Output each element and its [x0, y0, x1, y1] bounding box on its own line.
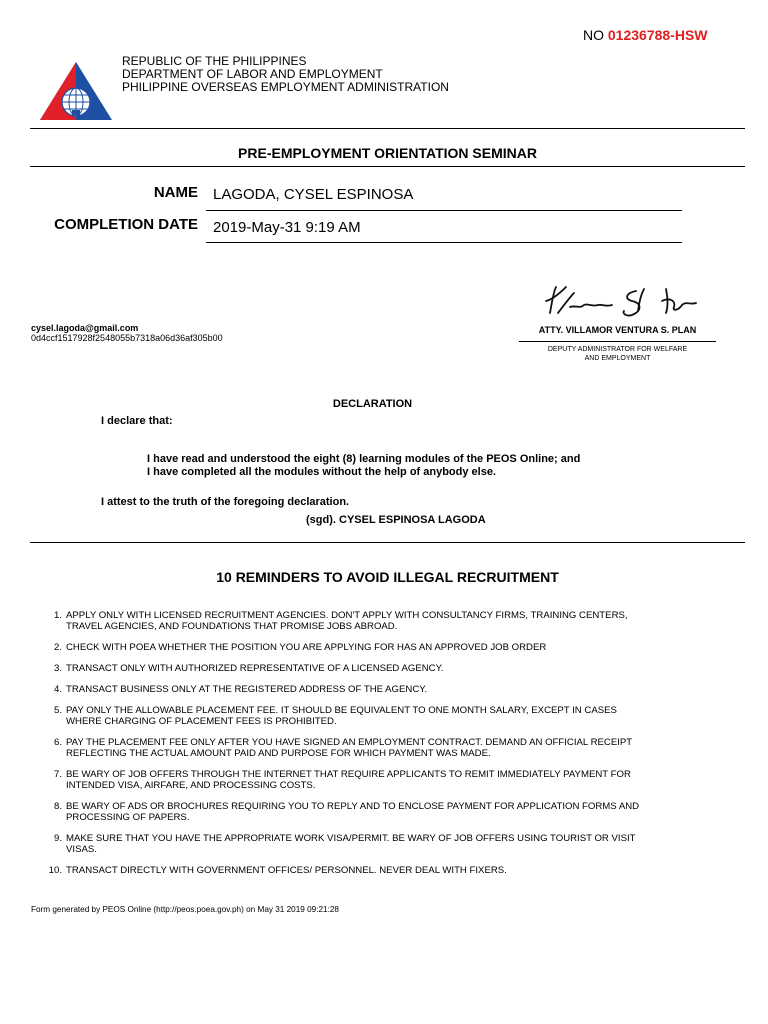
reminder-number: 7. — [53, 769, 62, 780]
reminder-number: 2. — [53, 642, 62, 653]
list-item — [40, 663, 730, 674]
seminar-title: PRE-EMPLOYMENT ORIENTATION SEMINAR — [238, 145, 537, 161]
declaration-line: I have read and understood the eight (8) learning modules of the PEOS Online; and — [147, 453, 581, 465]
reminder-line: PAY ONLY THE ALLOWABLE PLACEMENT FEE. IT SHOULD BE EQUIVALENT TO ONE MONTH SALARY, EXCEPT IN CASES — [66, 705, 617, 716]
name-underline — [206, 210, 682, 211]
reminder-text — [66, 801, 730, 823]
reminder-text — [66, 769, 730, 791]
signature-line — [519, 341, 716, 342]
name-label: NAME — [153, 184, 198, 201]
list-item — [40, 684, 730, 695]
account-hash: 0d4ccf1517928f2548055b7318a06d36af305b00 — [31, 333, 223, 343]
reminder-line: PROCESSING OF PAPERS. — [66, 812, 190, 823]
reminder-text — [66, 833, 730, 855]
divider — [30, 542, 745, 543]
declaration-intro: I declare that: — [101, 415, 173, 427]
certificate-number-value: 01236788-HSW — [607, 27, 708, 43]
reminder-line: WHERE CHARGING OF PLACEMENT FEES IS PROHIBITED. — [66, 716, 337, 727]
declaration-line: I have completed all the modules without the help of anybody else. — [147, 466, 497, 478]
reminder-line: PAY THE PLACEMENT FEE ONLY AFTER YOU HAVE SIGNED AN EMPLOYMENT CONTRACT. DEMAND AN OFFICIAL RECEIPT — [66, 737, 633, 748]
reminder-line: MAKE SURE THAT YOU HAVE THE APPROPRIATE WORK VISA/PERMIT. BE WARY OF JOB OFFERS USING TOURIST OR VISIT — [66, 833, 636, 844]
name-value: LAGODA, CYSEL ESPINOSA — [213, 186, 414, 203]
account-email: cysel.lagoda@gmail.com — [31, 323, 139, 333]
reminder-line: INTENDED VISA, AIRFARE, AND PROCESSING COSTS. — [66, 780, 316, 791]
signature-icon — [540, 283, 708, 321]
reminder-number: 4. — [53, 684, 62, 695]
declaration-attest: I attest to the truth of the foregoing declaration. — [101, 496, 350, 508]
reminder-number: 3. — [53, 663, 62, 674]
reminder-number: 1. — [53, 610, 62, 621]
reminder-text — [66, 865, 730, 876]
completion-date-underline — [206, 242, 682, 243]
reminder-text — [66, 642, 730, 653]
declaration-title: DECLARATION — [332, 398, 413, 410]
form-footer: Form generated by PEOS Online (http://peos.poea.gov.ph) on May 31 2019 09:21:28 — [31, 905, 339, 914]
signatory-title-line: DEPUTY ADMINISTRATOR FOR WELFARE — [547, 346, 688, 353]
declaration-signed: (sgd). CYSEL ESPINOSA LAGODA — [306, 514, 486, 526]
reminder-number: 10. — [48, 865, 62, 876]
agency-line-poea: PHILIPPINE OVERSEAS EMPLOYMENT ADMINISTRATION — [122, 80, 449, 94]
reminder-number: 9. — [53, 833, 62, 844]
completion-date-value: 2019-May-31 9:19 AM — [213, 219, 361, 236]
list-item — [40, 833, 730, 855]
reminder-line: TRANSACT DIRECTLY WITH GOVERNMENT OFFICES/ PERSONNEL. NEVER DEAL WITH FIXERS. — [66, 865, 507, 876]
agency-line-republic: REPUBLIC OF THE PHILIPPINES — [122, 54, 307, 68]
reminder-line: VISAS. — [66, 844, 97, 855]
agency-line-dole: DEPARTMENT OF LABOR AND EMPLOYMENT — [122, 67, 383, 81]
agency-header — [122, 55, 449, 94]
reminder-text — [66, 610, 730, 632]
reminder-line: BE WARY OF ADS OR BROCHURES REQUIRING YOU TO REPLY AND TO ENCLOSE PAYMENT FOR APPLICATION FORMS AND — [66, 801, 640, 812]
list-item — [40, 610, 730, 632]
signatory-title-line: AND EMPLOYMENT — [584, 355, 651, 362]
completion-date-label: COMPLETION DATE — [54, 216, 198, 233]
reminder-number: 5. — [53, 705, 62, 716]
divider — [30, 128, 745, 129]
certificate-number-prefix: NO — [583, 27, 604, 43]
reminder-line: APPLY ONLY WITH LICENSED RECRUITMENT AGENCIES. DON'T APPLY WITH CONSULTANCY FIRMS, TRAINING CENTERS, — [66, 610, 628, 621]
reminder-line: REFLECTING THE ACTUAL AMOUNT PAID AND PURPOSE FOR WHICH PAYMENT WAS MADE. — [66, 748, 491, 759]
reminder-text — [66, 684, 730, 695]
reminders-title: 10 REMINDERS TO AVOID ILLEGAL RECRUITMENT — [216, 569, 559, 585]
reminder-number: 6. — [53, 737, 62, 748]
list-item — [40, 865, 730, 876]
list-item — [40, 769, 730, 791]
reminder-text — [66, 663, 730, 674]
reminder-line: TRANSACT BUSINESS ONLY AT THE REGISTERED ADDRESS OF THE AGENCY. — [66, 684, 428, 695]
divider — [30, 166, 745, 167]
reminder-text — [66, 705, 730, 727]
signatory-name: ATTY. VILLAMOR VENTURA S. PLAN — [538, 325, 697, 335]
reminders-list — [40, 610, 730, 886]
reminder-number: 8. — [53, 801, 62, 812]
list-item — [40, 705, 730, 727]
signatory-title — [519, 345, 716, 363]
reminder-line: TRANSACT ONLY WITH AUTHORIZED REPRESENTATIVE OF A LICENSED AGENCY. — [66, 663, 444, 674]
reminder-text — [66, 737, 730, 759]
list-item — [40, 737, 730, 759]
poea-logo-icon — [36, 60, 116, 122]
list-item — [40, 801, 730, 823]
reminder-line: CHECK WITH POEA WHETHER THE POSITION YOU ARE APPLYING FOR HAS AN APPROVED JOB ORDER — [66, 642, 547, 653]
reminder-line: TRAVEL AGENCIES, AND FOUNDATIONS THAT PROMISE JOBS ABROAD. — [66, 621, 398, 632]
reminder-line: BE WARY OF JOB OFFERS THROUGH THE INTERNET THAT REQUIRE APPLICANTS TO REMIT IMMEDIATELY PAYMENT FOR — [66, 769, 631, 780]
certificate-number — [583, 27, 708, 43]
list-item — [40, 642, 730, 653]
